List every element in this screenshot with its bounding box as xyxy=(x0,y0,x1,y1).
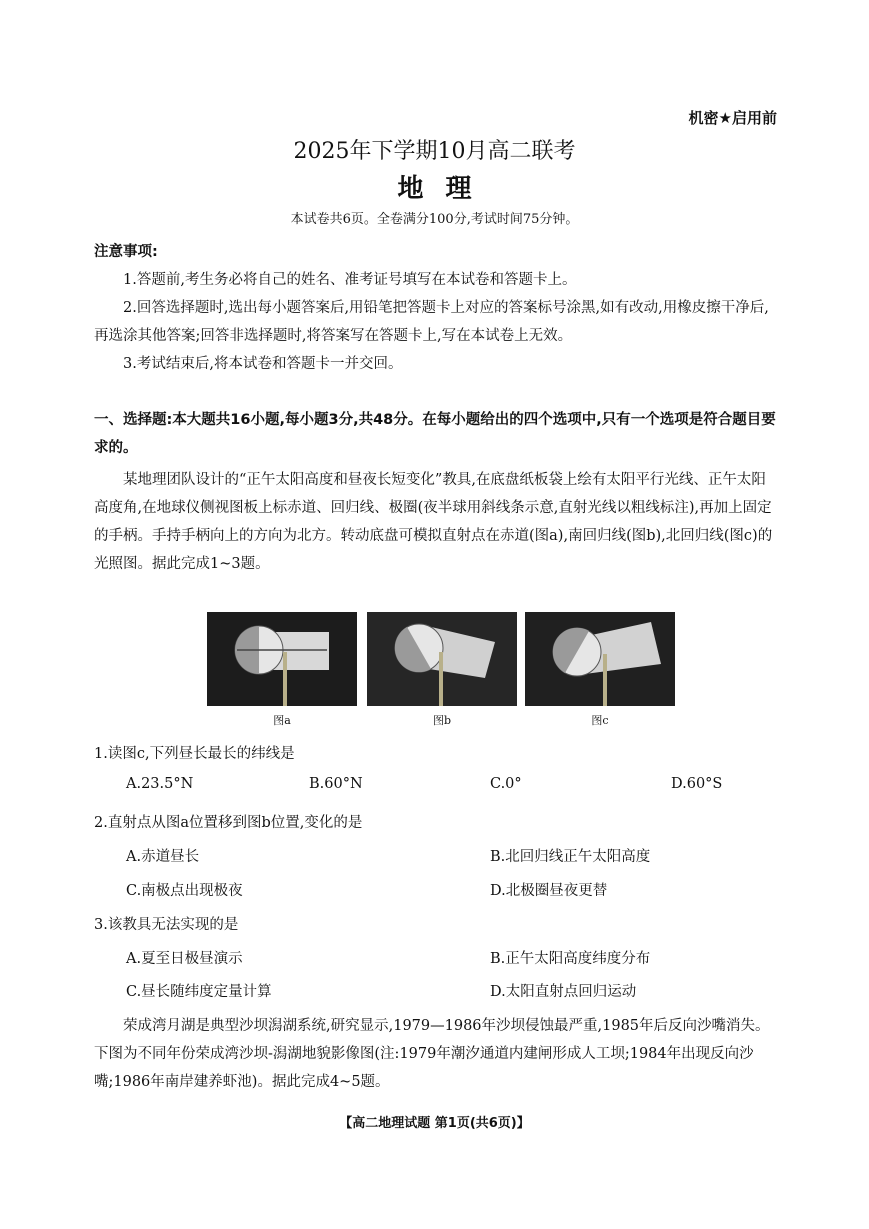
figure-a-caption: 图a xyxy=(273,714,291,727)
figure-b-photo xyxy=(367,612,517,706)
notice-heading: 注意事项: xyxy=(94,244,158,260)
figure-b xyxy=(367,612,517,728)
question-2-option-a: A.赤道昼长 xyxy=(126,849,200,865)
question-2-stem: 2.直射点从图a位置移到图b位置,变化的是 xyxy=(94,815,363,831)
figure-b-caption: 图b xyxy=(432,714,452,727)
exam-meta: 本试卷共6页。全卷满分100分,考试时间75分钟。 xyxy=(290,212,579,227)
question-1-option-d: D.60°S xyxy=(671,776,723,792)
subject-title: 地理 xyxy=(397,174,494,204)
question-3-option-c: C.昼长随纬度定量计算 xyxy=(126,984,272,1000)
question-3-option-b: B.正午太阳高度纬度分布 xyxy=(490,951,651,967)
question-3-option-d: D.太阳直射点回归运动 xyxy=(490,984,637,1000)
question-2-option-b: B.北回归线正午太阳高度 xyxy=(490,849,651,865)
notice-item-1: 1.答题前,考生务必将自己的姓名、准考证号填写在本试卷和答题卡上。 xyxy=(123,272,577,288)
figure-c xyxy=(525,612,675,728)
notice-item-2: 2.回答选择题时,选出每小题答案后,用铅笔把答题卡上对应的答案标号涂黑,如有改动,用橡皮擦干净后,再选涂其他答案;回答非选择题时,将答案写在答题卡上,写在本试卷上无效。 xyxy=(94,300,769,344)
question-1-option-c: C.0° xyxy=(490,776,522,792)
notice-item-3: 3.考试结束后,将本试卷和答题卡一并交回。 xyxy=(123,356,403,372)
section-heading-text: 一、选择题:本大题共16小题,每小题3分,共48分。在每小题给出的四个选项中,只有一个选项是符合题目要求的。 xyxy=(94,412,776,456)
exam-title: 2025年下学期10月高二联考 xyxy=(293,139,576,164)
question-3-option-a: A.夏至日极昼演示 xyxy=(126,951,243,967)
confidential-mark: 机密★启用前 xyxy=(688,109,777,127)
figure-a xyxy=(207,612,357,728)
figure-a-photo xyxy=(207,612,357,706)
section-heading xyxy=(94,406,784,462)
figure-row xyxy=(207,612,677,740)
figure-c-caption: 图c xyxy=(591,714,609,727)
figure-c-photo xyxy=(525,612,675,706)
question-1-option-b: B.60°N xyxy=(309,776,363,792)
question-1-stem: 1.读图c,下列昼长最长的纬线是 xyxy=(94,746,295,762)
passage-2: 荣成湾月湖是典型沙坝潟湖系统,研究显示,1979—1986年沙坝侵蚀最严重,1985年后反向沙嘴消失。下图为不同年份荣成湾沙坝-潟湖地貌影像图(注:1979年潮汐通道内建闸形成人工坝;1984年出现反向沙嘴;1986年南岸建养虾池)。据此完成4~5题。 xyxy=(94,1018,770,1090)
question-3-stem: 3.该教具无法实现的是 xyxy=(94,917,239,933)
page-footer: 【高二地理试题 第1页(共6页)】 xyxy=(339,1116,530,1131)
passage-1: 某地理团队设计的“正午太阳高度和昼夜长短变化”教具,在底盘纸板袋上绘有太阳平行光线、正午太阳高度角,在地球仪侧视图板上标赤道、回归线、极圈(夜半球用斜线条示意,直射光线以粗线标注),再加上固定的手柄。手持手柄向上的方向为北方。转动底盘可模拟直射点在赤道(图a),南回归线(图b),北回归线(图c)的光照图。据此完成1~3题。 xyxy=(94,472,773,572)
question-2-option-d: D.北极圈昼夜更替 xyxy=(490,883,608,899)
question-2-option-c: C.南极点出现极夜 xyxy=(126,883,243,899)
question-1-option-a: A.23.5°N xyxy=(126,776,194,792)
